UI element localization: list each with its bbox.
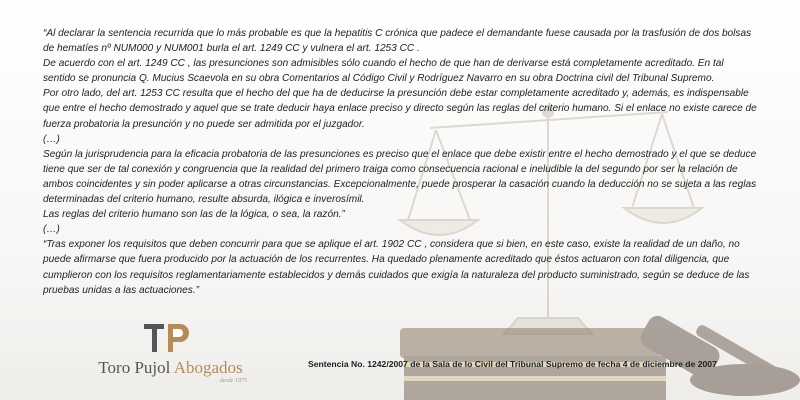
firm-name [88,358,253,378]
tp-monogram-icon [142,322,192,354]
sentence-citation: Sentencia No. 1242/2007 de la Sala de lo Civil del Tribunal Supremo de fecha 4 de diciembre de 2007 [308,359,717,369]
quote-paragraph: Las reglas del criterio humano son las de la lógica, o sea, la razón.” [43,209,345,221]
quote-paragraph: Según la jurisprudencia para la eficacia probatoria de las presunciones es preciso que el enlace que debe existir entre el hecho demostrado y el que se deduce tiene que ser de tal conexión y congruencia que la realidad del primero traiga como consecuencia racional e ineludible la del segundo por ser la relación de ambos coincidentes y sin poder aplicarse a otras circunstancias. Excepcionalmente, puede prosperar la casación cuando la deducción no se sujeta a las reglas determinadas del criterio humano, resulte absurda, ilógica e inverosímil. [43,148,757,206]
quote-ellipsis: (…) [43,133,60,145]
court-quote-text [43,26,758,298]
firm-since: desde 1975 [219,378,247,384]
firm-logo [88,322,253,392]
quote-paragraph: “Al declarar la sentencia recurrida que lo más probable es que la hepatitis C crónica que padece el demandante fuese causada por la trasfusión de dos bolsas de hematíes nº NUM000 y NUM001 burla el art. 1249 CC y vulnera el art. 1253 CC . [43,28,752,55]
firm-name-accent: Abogados [173,358,243,377]
quote-paragraph: De acuerdo con el art. 1249 CC , las presunciones son admisibles sólo cuando el hecho de que han de derivarse está completamente acreditado. En tal sentido se pronuncia Q. Mucius Scaevola en su obra Comentarios al Código Civil y Rodríguez Navarro en su obra Doctrina civil del Tribunal Supremo. [43,58,724,85]
quote-paragraph: Por otro lado, del art. 1253 CC resulta que el hecho del que ha de deducirse la presunción debe estar completamente acreditado y, además, es indispensable que entre el hecho demostrado y aquel que se trate deducir haya enlace preciso y directo según las reglas del criterio humano. Si el enlace no existe carece de fuerza probatoria la presunción y no puede ser admitida por el juzgador. [43,88,757,130]
firm-name-part: Toro Pujol [98,358,174,377]
quote-ellipsis: (…) [43,224,60,236]
quote-paragraph: “Tras exponer los requisitos que deben concurrir para que se aplique el art. 1902 CC , considera que si bien, en este caso, existe la realidad de un daño, no puede afirmarse que fuera producido por la actuación de los recurrentes. Ha quedado plenamente acreditado que éstos actuaron con total diligencia, que cumplieron con los requisitos reglamentariamente establecidos y demás cuidados que exigía la naturaleza del producto suministrado, según se deduce de las pruebas unidas a las actuaciones.” [43,239,750,296]
